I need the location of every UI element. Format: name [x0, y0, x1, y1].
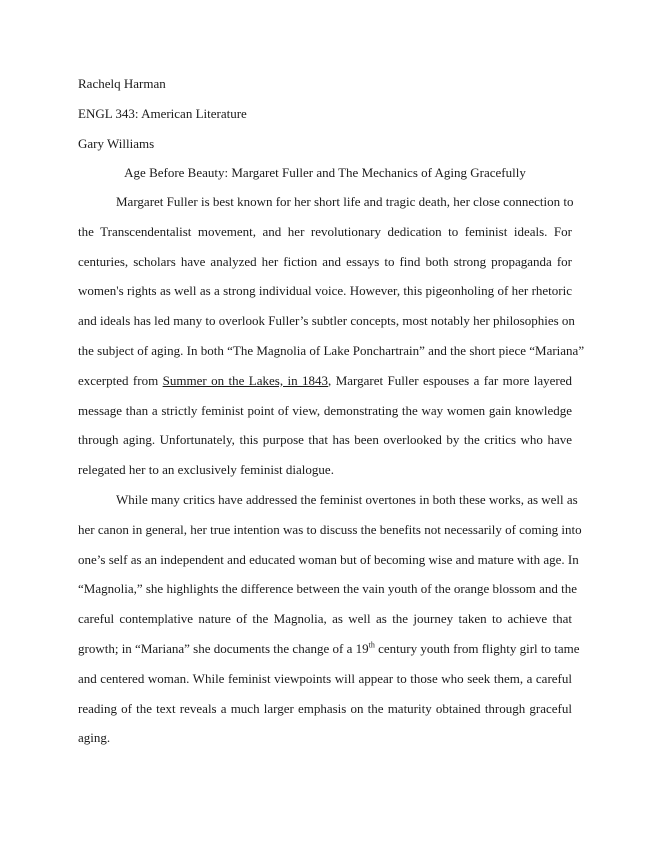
text-segment: growth; in “Mariana” she documents the change of a 19 [78, 640, 369, 656]
text-line: one’s self as an independent and educated woman but of becoming wise and mature with age. In [78, 551, 579, 567]
paragraph-2 [78, 485, 582, 753]
text-line: her canon in general, her true intention was to discuss the benefits not necessarily of coming into [78, 521, 582, 537]
text-line: Margaret Fuller is best known for her short life and tragic death, her close connection to [116, 194, 574, 209]
text-line [78, 366, 572, 396]
text-line: aging. [78, 730, 111, 746]
text-line: and ideals has led many to overlook Fuller’s subtler concepts, most notably her philosophies on [78, 313, 575, 329]
text-line: relegated her to an exclusively feminist dialogue. [78, 462, 334, 478]
text-line: women's rights as well as a strong individual voice. However, this pigeonholing of her rhetoric [78, 283, 572, 299]
text-line: the subject of aging. In both “The Magnolia of Lake Ponchartrain” and the short piece “Mariana” [78, 342, 585, 358]
book-title-underlined: Summer on the Lakes, in 1843 [162, 372, 329, 388]
text-segment: , Margaret Fuller espouses a far more layered [328, 372, 572, 388]
text-line: “Magnolia,” she highlights the difference between the vain youth of the orange blossom and the [78, 581, 578, 597]
superscript: th [368, 640, 375, 650]
text-line: While many critics have addressed the feminist overtones in both these works, as well as [116, 492, 578, 507]
text-segment: excerpted from [78, 372, 163, 388]
text-line: the Transcendentalist movement, and her revolutionary dedication to feminist ideals. For [78, 223, 572, 239]
text-line [78, 634, 580, 664]
course-title: ENGL 343: American Literature [78, 106, 247, 121]
instructor-name: Gary Williams [78, 136, 155, 151]
essay-title: Age Before Beauty: Margaret Fuller and The Mechanics of Aging Gracefully [124, 165, 526, 180]
paragraph-1 [78, 187, 585, 485]
text-line: careful contemplative nature of the Magnolia, as well as the journey taken to achieve that [78, 611, 572, 627]
author-name: Rachelq Harman [78, 76, 166, 91]
text-line: message than a strictly feminist point of view, demonstrating the way women gain knowledge [78, 402, 572, 418]
text-segment: century youth from flighty girl to tame [374, 640, 580, 656]
text-line: through aging. Unfortunately, this purpose that has been overlooked by the critics who have [78, 432, 572, 448]
text-line: centuries, scholars have analyzed her fiction and essays to find both strong propaganda for [78, 253, 572, 269]
text-line: reading of the text reveals a much larger emphasis on the maturity obtained through graceful [78, 700, 572, 716]
text-line: and centered woman. While feminist viewpoints will appear to those who seek them, a careful [78, 670, 572, 686]
